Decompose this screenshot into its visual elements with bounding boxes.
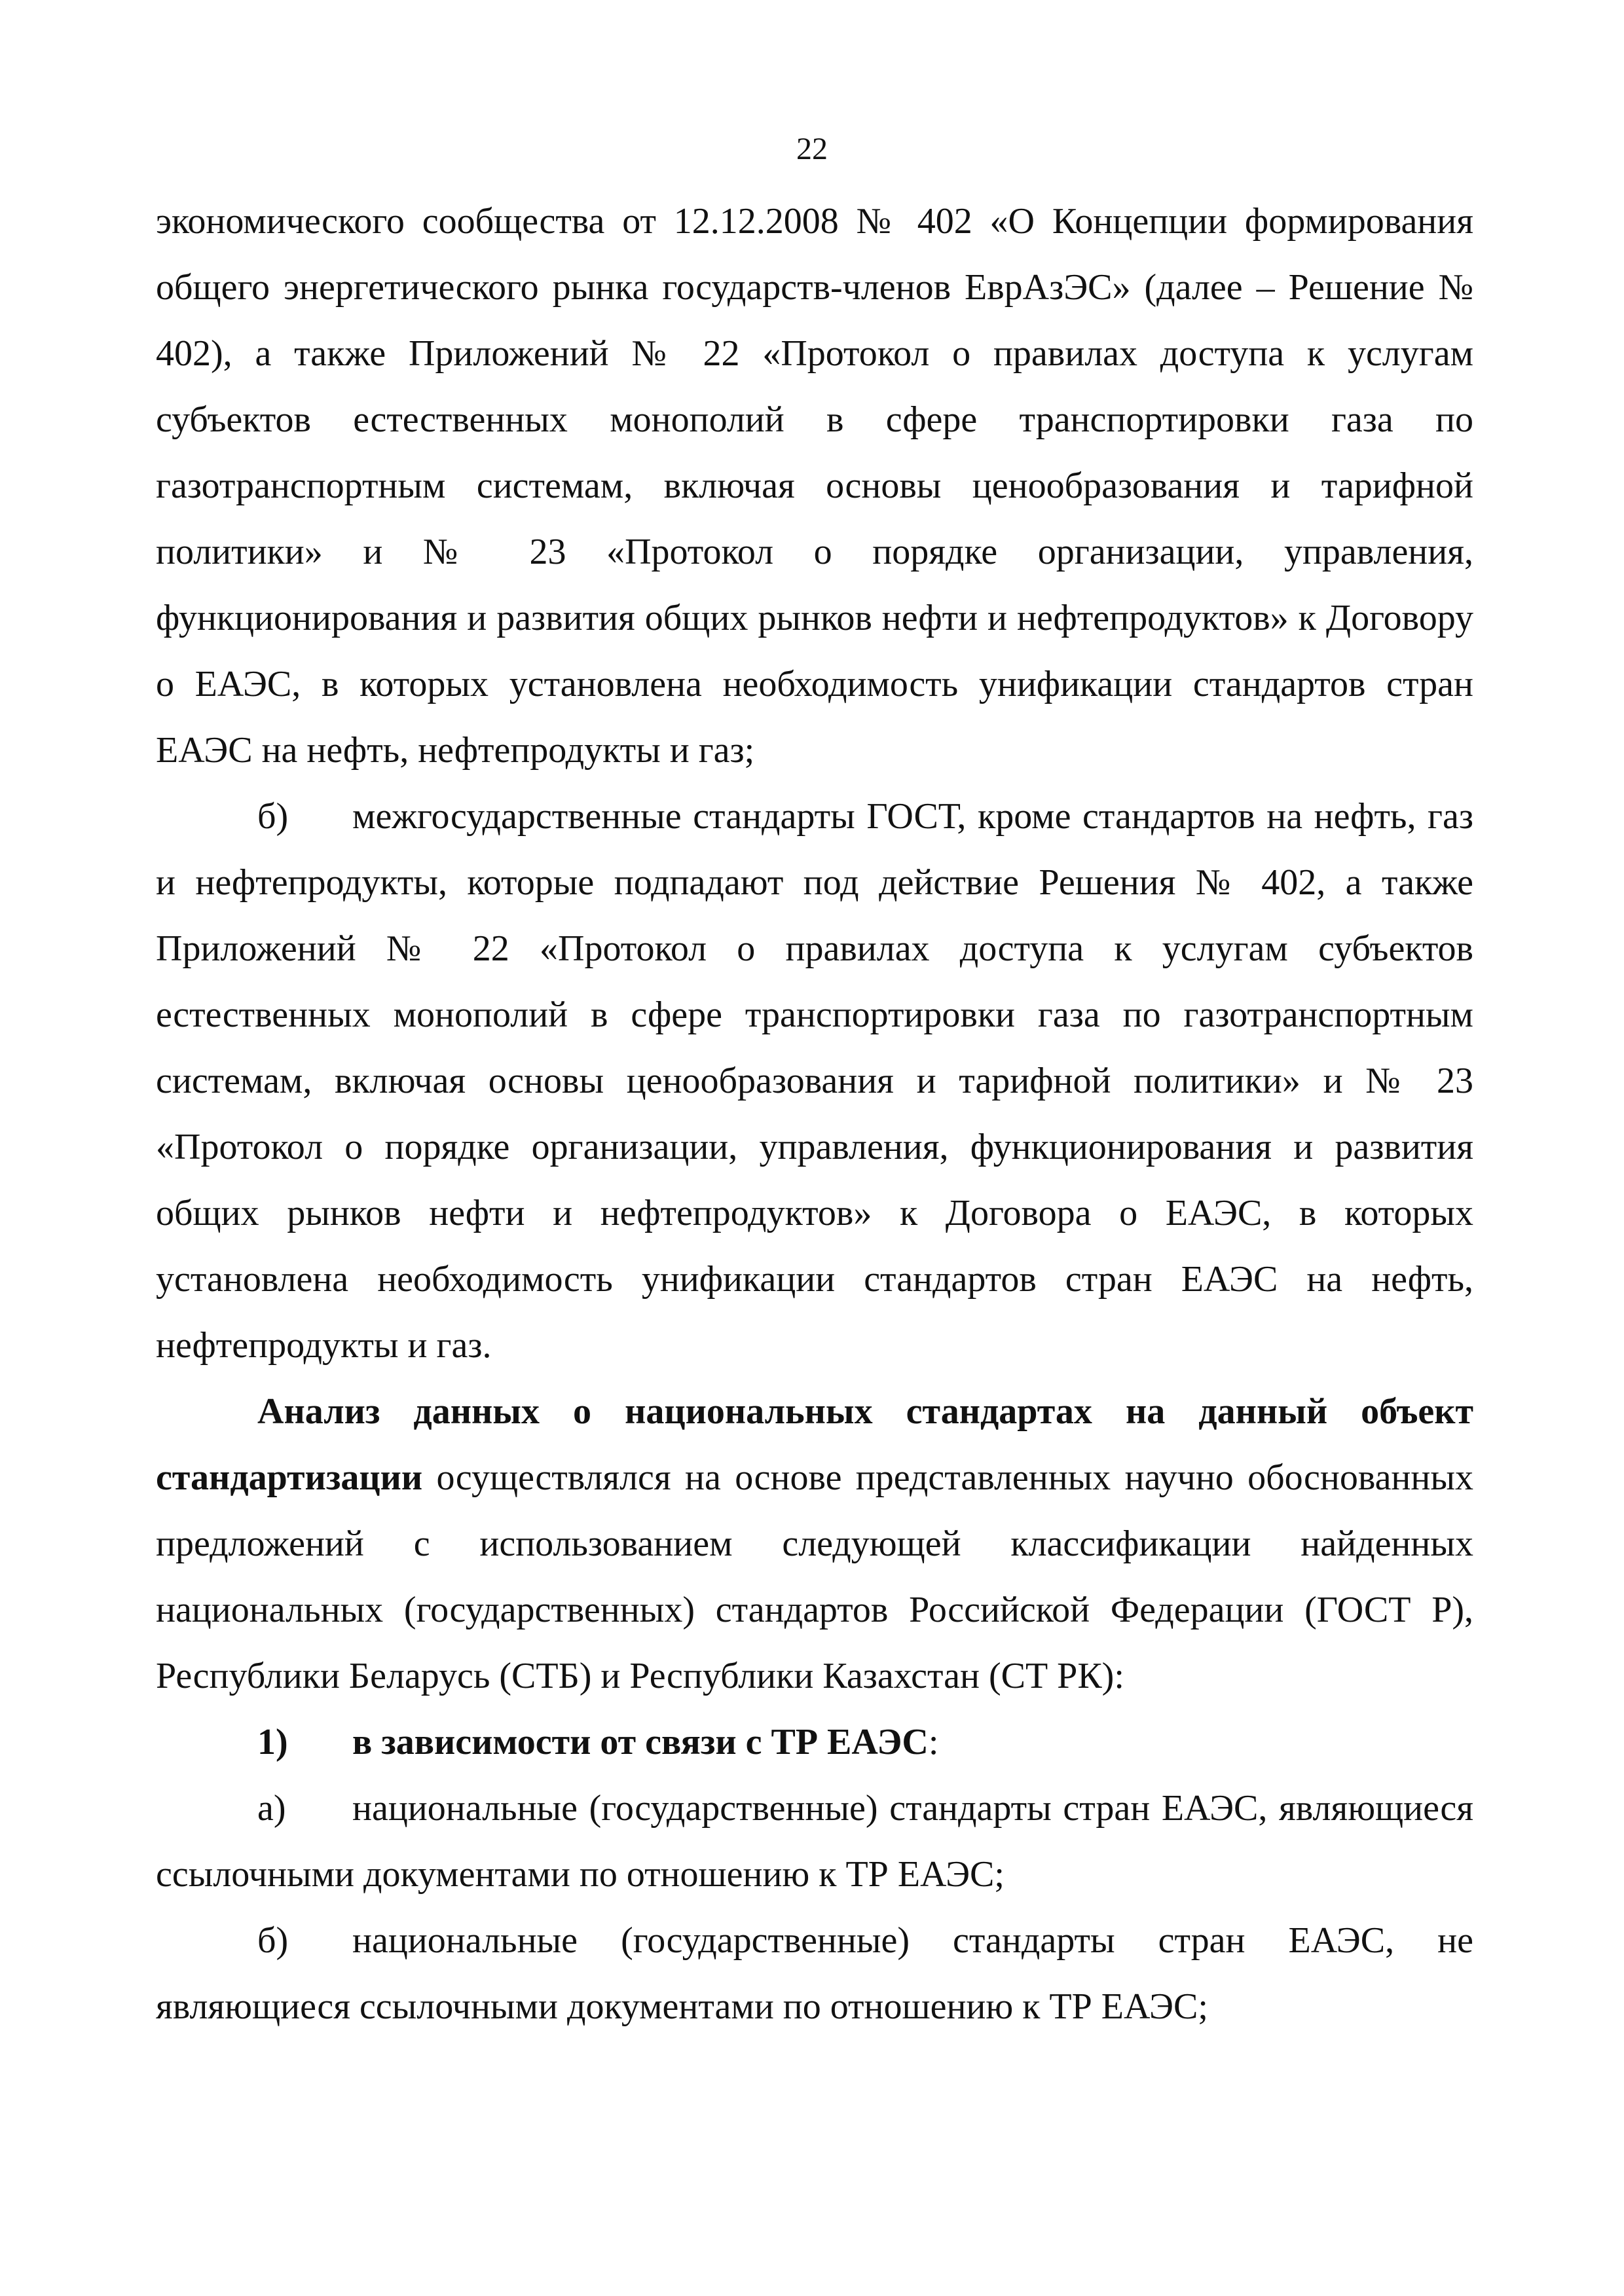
analysis-text: осуществлялся на основе представленных научно обоснованных предложений с использованием следующей классификации найденных национальных (государственных) стандартов Российской Федерации (ГОСТ Р), Республики Беларусь (СТБ) и Республики Казахстан (СТ РК): <box>156 1457 1473 1696</box>
item-b-text: национальные (государственные) стандарты стран ЕАЭС, не являющиеся ссылочными документами по отношению к ТР ЕАЭС; <box>156 1920 1473 2027</box>
paragraph-analysis <box>156 1379 1473 1709</box>
page-number: 22 <box>796 132 828 166</box>
list-label-1: 1) <box>257 1722 288 1762</box>
paragraph-intro-continuation: экономического сообщества от 12.12.2008 № 402 «О Концепции формирования общего энергетического рынка государств-членов ЕврАзЭС» (далее – Решение № 402), а также Приложений № 22 «Протокол о правилах доступа к услугам субъектов естественных монополий в сфере транспортировки газа по газотранспортным системам, включая основы ценообразования и тарифной политики» и № 23 «Протокол о порядке организации, управления, функционирования и развития общих рынков нефти и нефтепродуктов» к Договору о ЕАЭС, в которых установлена необходимость унификации стандартов стран ЕАЭС на нефть, нефтепродукты и газ; <box>156 201 1473 771</box>
document-body <box>156 189 1473 2040</box>
paragraph-interstate-standards-text: межгосударственные стандарты ГОСТ, кроме стандартов на нефть, газ и нефтепродукты, которые подпадают под действие Решения № 402, а также Приложений № 22 «Протокол о правилах доступа к услугам субъектов естественных монополий в сфере транспортировки газа по газотранспортным системам, включая основы ценообразования и тарифной политики» и № 23 «Протокол о порядке организации, управления, функционирования и развития общих рынков нефти и нефтепродуктов» к Договора о ЕАЭС, в которых установлена необходимость унификации стандартов стран ЕАЭС на нефть, нефтепродукты и газ. <box>156 796 1473 1366</box>
paragraph-classification-1 <box>156 1709 1473 1776</box>
classification-1-colon: : <box>928 1722 939 1762</box>
paragraph-item-b <box>156 1908 1473 2040</box>
analysis-heading: Анализ данных о национальных стандартах на данный объект стандартизации <box>156 1391 1473 1498</box>
list-label-b: б) <box>257 796 289 837</box>
paragraph-item-a <box>156 1776 1473 1908</box>
paragraph-interstate-standards <box>156 784 1473 1379</box>
list-label-b-2: б) <box>257 1920 289 1961</box>
classification-1-heading: в зависимости от связи с ТР ЕАЭС <box>352 1722 929 1762</box>
list-label-a: а) <box>257 1788 286 1829</box>
item-a-text: национальные (государственные) стандарты стран ЕАЭС, являющиеся ссылочными документами по отношению к ТР ЕАЭС; <box>156 1788 1473 1895</box>
